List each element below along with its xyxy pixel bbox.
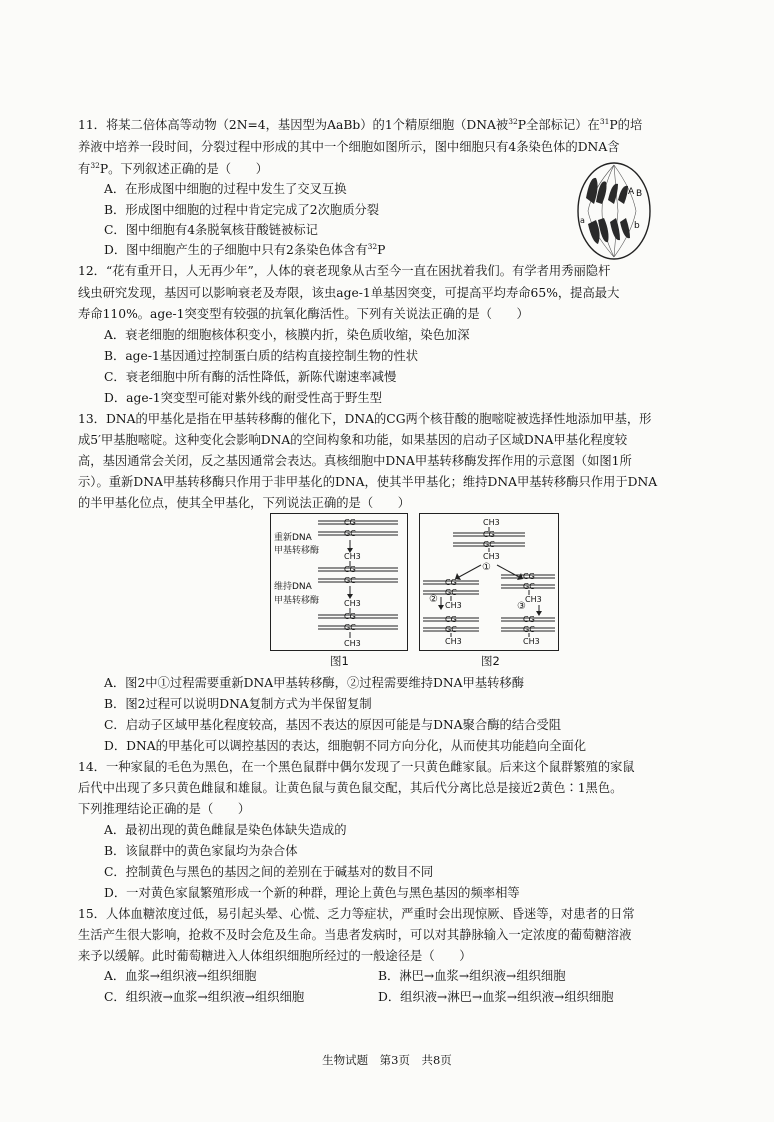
fig1-base-cg-3: CG [344, 612, 356, 621]
q12-line-2: 线虫研究发现，基因可以影响衰老及寿限，该虫age-1单基因突变，可提高平均寿命65%，提高最大 [78, 286, 620, 300]
fig2-methyl-left: CH3 [445, 601, 462, 610]
fig2-base-cg-right: CG [523, 572, 535, 581]
fig1-enzyme-maintenance-l2: 甲基转移酶 [274, 596, 320, 606]
q13-option-b: B．图2过程可以说明DNA复制方式为半保留复制 [104, 697, 372, 711]
fig1-base-cg-1: CG [344, 518, 356, 527]
q14-line-3: 下列推理结论正确的是（ ） [78, 802, 251, 816]
fig2-methyl-top: CH3 [483, 518, 500, 527]
fig1-base-gc-3: GC [344, 623, 356, 632]
fig2-base-gc-top: GC [483, 540, 495, 549]
fig2-base-cg-top: CG [483, 530, 495, 539]
q11-option-a: A．在形成图中细胞的过程中发生了交叉互换 [104, 182, 347, 196]
cell-label-A: A [628, 187, 635, 197]
q12-line-3: 寿命110%。age-1突变型有较强的抗氧化酶活性。下列有关说法正确的是（ ） [78, 307, 529, 321]
fig2-step-3: ③ [517, 601, 526, 612]
q12-option-d: D．age-1突变型可能对紫外线的耐受性高于野生型 [104, 391, 382, 405]
q11-line-3: 有$^{32}$P。下列叙述正确的是（ ） [78, 161, 268, 176]
q13-line-3: 高，基因通常会关闭，反之基因通常会表达。真核细胞中DNA甲基转移酶发挥作用的示意图（如图1所 [78, 454, 632, 468]
q11-line-1: 11．将某二倍体高等动物（2N=4，基因型为AaBb）的1个精原细胞（DNA被$^{32}$P全部标记）在$^{31}$P的培 [78, 117, 643, 132]
fig1-methyl-1: CH3 [344, 552, 361, 561]
dividing-cell-figure [574, 160, 654, 262]
fig2-base-gc-right: GC [523, 582, 535, 591]
q11-option-d: D．图中细胞产生的子细胞中只有2条染色体含有$^{32}$P [104, 242, 386, 257]
q13-line-2: 成5′甲基胞嘧啶。这种变化会影响DNA的空间构象和功能，如果基因的启动子区域DNA甲基化程度较 [78, 433, 628, 447]
q11-option-b: B．形成图中细胞的过程中肯定完成了2次胞质分裂 [104, 203, 380, 217]
fig2-base-cg-bl: CG [445, 615, 457, 624]
fig1-methyl-2: CH3 [344, 599, 361, 608]
page-footer: 生物试题 第3页 共8页 [322, 1053, 452, 1067]
fig2-base-gc-br: GC [523, 625, 535, 634]
fig1-enzyme-maintenance-l1: 维持DNA [274, 582, 312, 592]
fig2-methyl-bl: CH3 [445, 637, 462, 646]
q13-line-4: 示）。重新DNA甲基转移酶只作用于非甲基化的DNA，使其半甲基化；维持DNA甲基转移酶只作用于DNA [78, 475, 658, 489]
q14-option-d: D．一对黄色家鼠繁殖形成一个新的种群，理论上黄色与黑色基因的频率相等 [104, 886, 520, 900]
fig2-base-cg-br: CG [523, 615, 535, 624]
q14-option-a: A．最初出现的黄色雌鼠是染色体缺失造成的 [104, 823, 347, 837]
fig2-base-cg-left: CG [445, 578, 457, 587]
q14-option-b: B．该鼠群中的黄色家鼠均为杂合体 [104, 844, 298, 858]
q14-line-1: 14．一种家鼠的毛色为黑色，在一个黑色鼠群中偶尔发现了一只黄色雌家鼠。后来这个鼠群繁殖的家鼠 [78, 760, 635, 774]
fig2-base-gc-bl: GC [445, 625, 457, 634]
fig2-step-2: ② [429, 594, 438, 605]
fig1-enzyme-denovo-l2: 甲基转移酶 [274, 546, 320, 556]
fig2-caption: 图2 [481, 654, 500, 668]
q12-line-1: 12．“花有重开日，人无再少年”，人体的衰老现象从古至今一直在困扰着我们。有学者用秀丽隐杆 [78, 264, 611, 278]
q15-line-3: 来予以缓解。此时葡萄糖进入人体组织细胞所经过的一般途径是（ ） [78, 949, 472, 963]
q11-option-c: C．图中细胞有4条脱氧核苷酸链被标记 [104, 223, 318, 237]
fig2-base-gc-left: GC [445, 588, 457, 597]
fig1-base-cg-2: CG [344, 565, 356, 574]
cell-label-a: a [580, 216, 585, 225]
fig1-base-gc-2: GC [344, 576, 356, 585]
q12-option-c: C．衰老细胞中所有酶的活性降低，新陈代谢速率减慢 [104, 370, 397, 384]
q14-option-c: C．控制黄色与黑色的基因之间的差别在于碱基对的数目不同 [104, 865, 434, 879]
fig2-methyl-br: CH3 [523, 637, 540, 646]
q12-option-b: B．age-1基因通过控制蛋白质的结构直接控制生物的性状 [104, 349, 419, 363]
q15-option-c: C．组织液→血浆→组织液→组织细胞 [104, 990, 305, 1004]
q15-line-1: 15．人体血糖浓度过低，易引起头晕、心慌、乏力等症状，严重时会出现惊厥、昏迷等，对患者的日常 [78, 907, 635, 921]
fig1-caption: 图1 [330, 654, 349, 668]
q11-line-2: 养液中培养一段时间，分裂过程中形成的其中一个细胞如图所示，图中细胞只有4条染色体的DNA含 [78, 140, 620, 154]
fig1-base-gc-1: GC [344, 529, 356, 538]
fig2-step-1: ① [482, 562, 491, 573]
q15-option-b: B．淋巴→血浆→组织液→组织细胞 [378, 969, 566, 983]
q15-option-a: A．血浆→组织液→组织细胞 [104, 969, 257, 983]
q13-option-c: C．启动子区域甲基化程度较高，基因不表达的原因可能是与DNA聚合酶的结合受阻 [104, 718, 562, 732]
q13-option-d: D．DNA的甲基化可以调控基因的表达，细胞朝不同方向分化，从而使其功能趋向全面化 [104, 739, 587, 753]
q13-line-5: 的半甲基化位点，使其全甲基化，下列说法正确的是（ ） [78, 496, 411, 510]
cell-label-B: B [636, 189, 643, 199]
cell-label-b: b [634, 221, 640, 231]
q13-option-a: A．图2中①过程需要重新DNA甲基转移酶，②过程需要维持DNA甲基转移酶 [104, 676, 525, 690]
q15-option-d: D．组织液→淋巴→血浆→组织液→组织细胞 [378, 990, 614, 1004]
q14-line-2: 后代中出现了多只黄色雌鼠和雄鼠。让黄色鼠与黄色鼠交配，其后代分离比总是接近2黄色∶1黑色。 [78, 781, 623, 795]
fig2-methyl-right: CH3 [525, 595, 542, 604]
figure-1 [270, 513, 408, 651]
fig2-methyl-top-2: CH3 [483, 552, 500, 561]
figure-2 [419, 513, 559, 651]
fig1-enzyme-denovo-l1: 重新DNA [274, 533, 312, 543]
q12-option-a: A．衰老细胞的细胞核体积变小，核膜内折，染色质收缩，染色加深 [104, 328, 470, 342]
q13-line-1: 13．DNA的甲基化是指在甲基转移酶的催化下，DNA的CG两个核苷酸的胞嘧啶被选择性地添加甲基，形 [78, 412, 652, 426]
fig1-methyl-3: CH3 [344, 639, 361, 648]
q15-line-2: 生活产生很大影响，抢救不及时会危及生命。当患者发病时，可以对其静脉输入一定浓度的葡萄糖溶液 [78, 928, 632, 942]
